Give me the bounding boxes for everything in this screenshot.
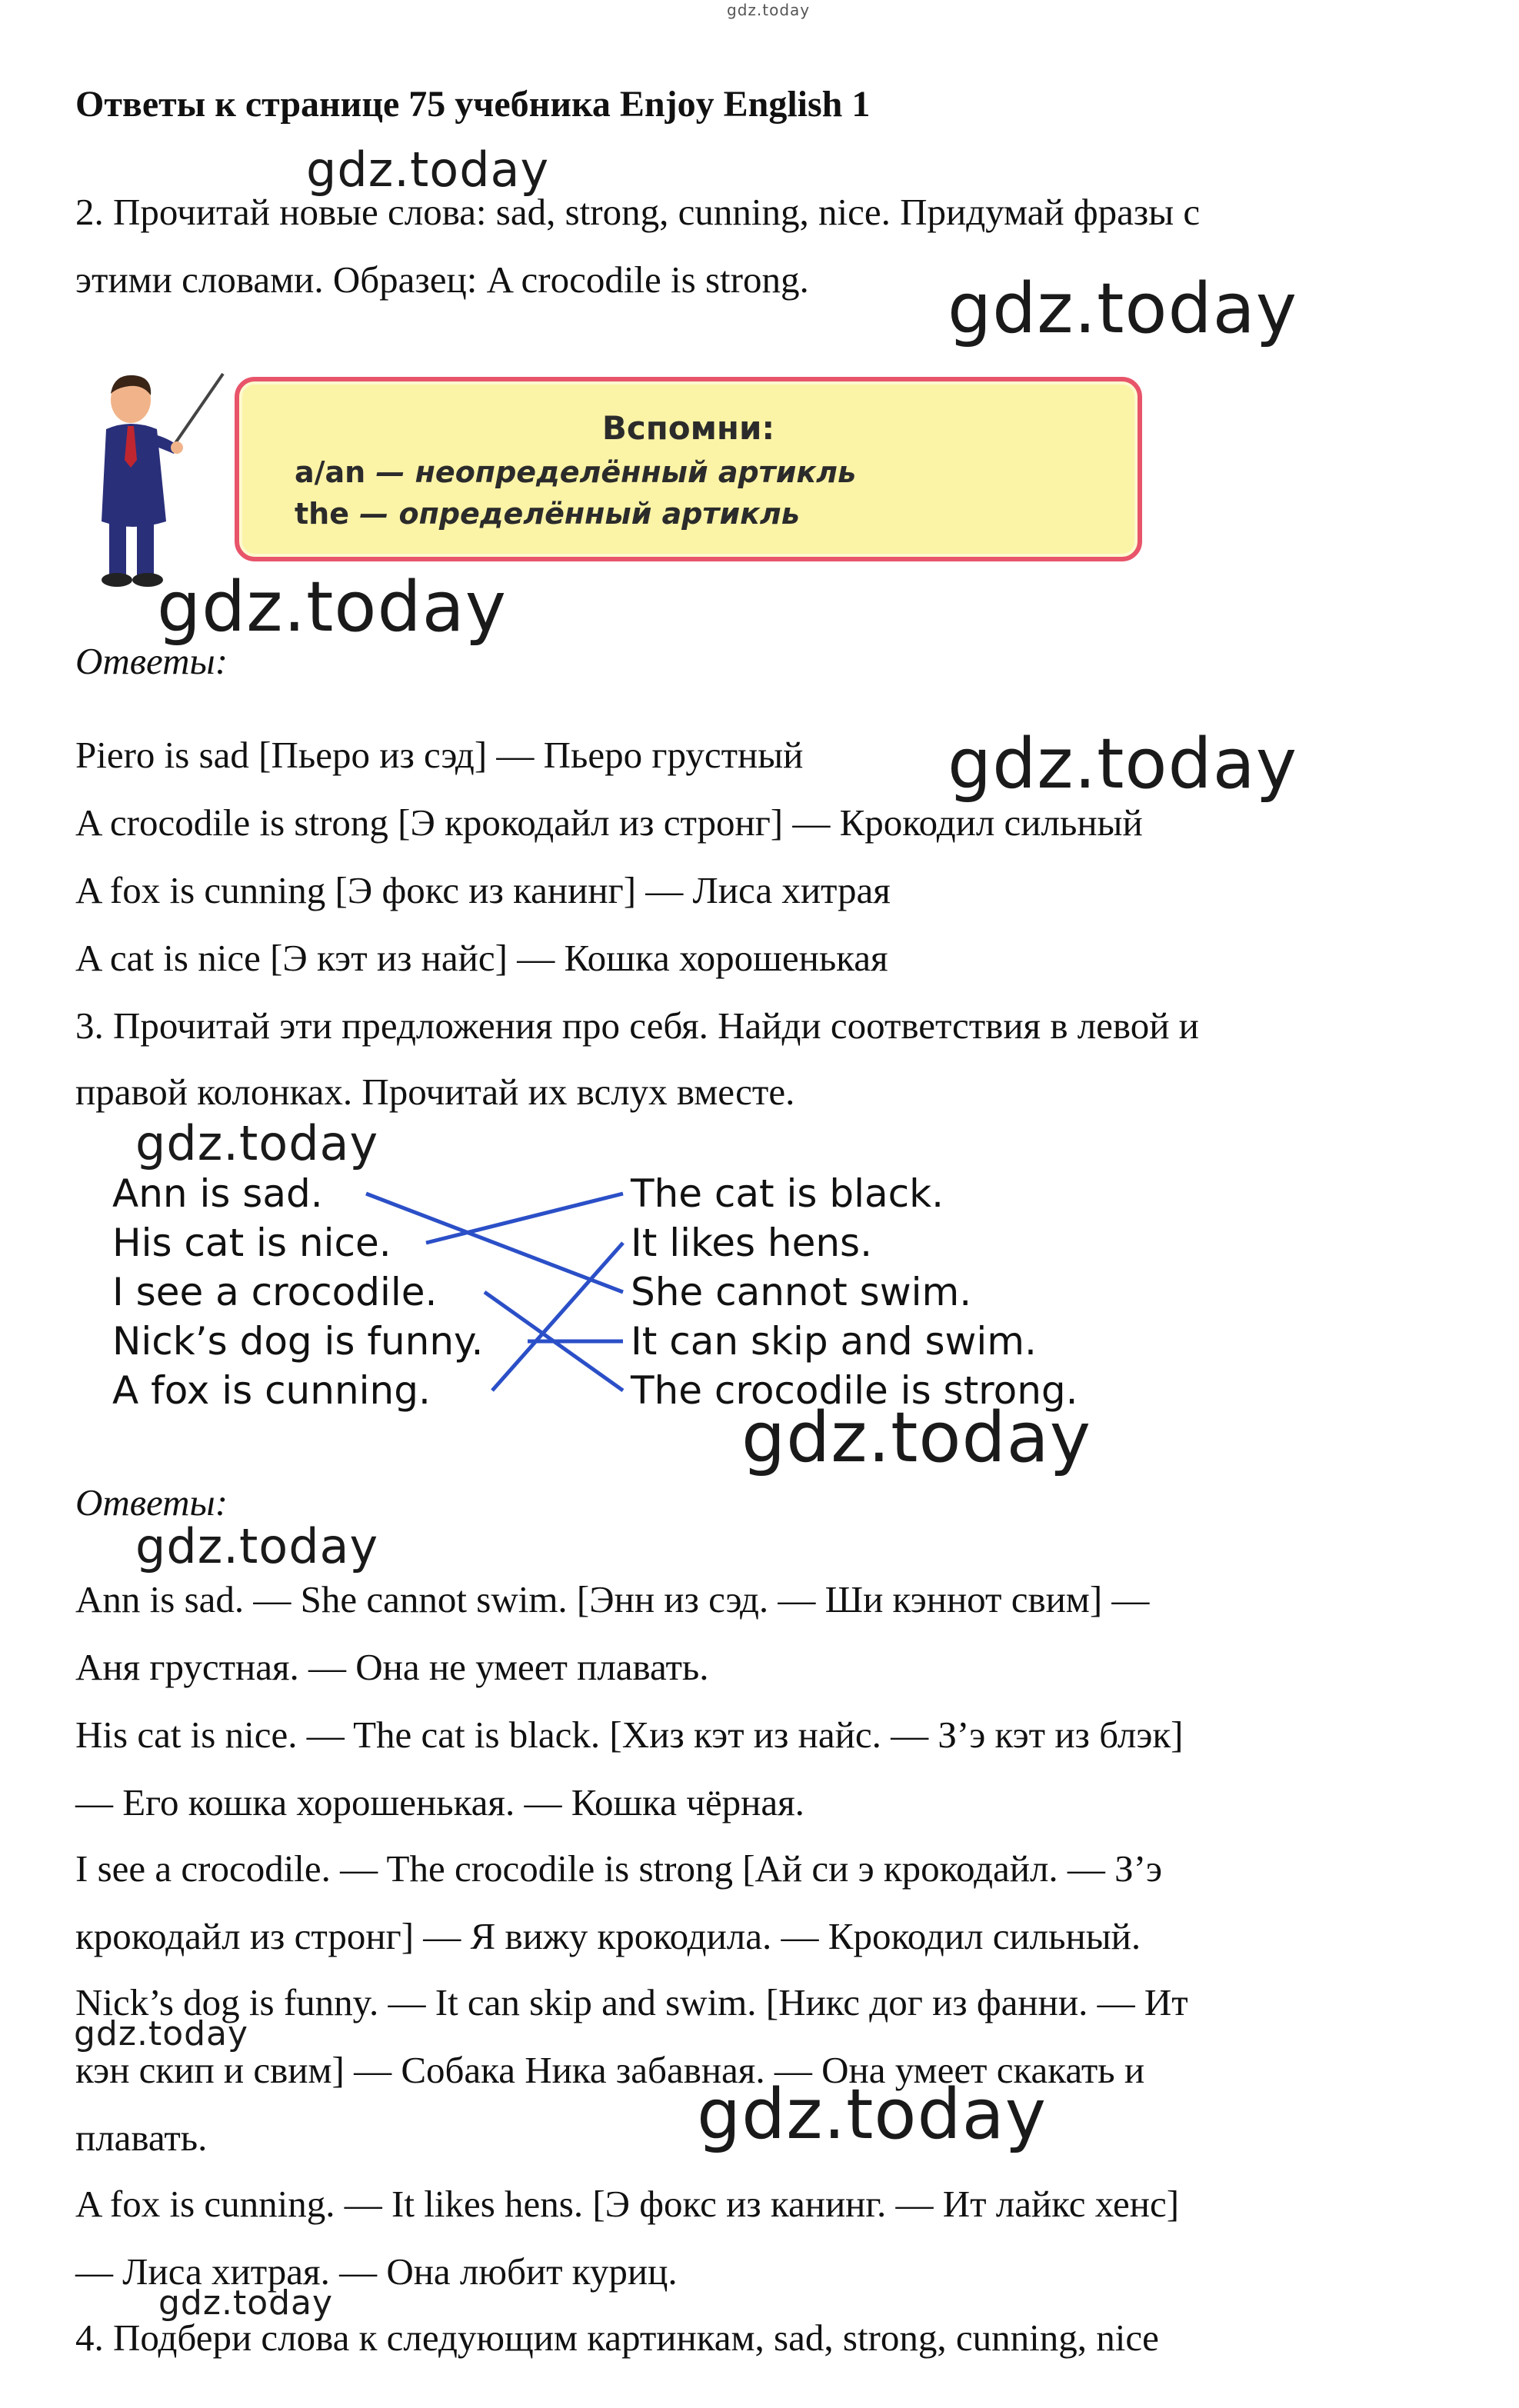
match-left-item: A fox is cunning. bbox=[112, 1368, 431, 1413]
reminder-text: — определённый артикль bbox=[349, 497, 800, 531]
match-right-item: It can skip and swim. bbox=[631, 1319, 1037, 1364]
watermark: gdz.today bbox=[948, 724, 1298, 804]
watermark: gdz.today bbox=[135, 1115, 379, 1171]
match-right-item: It likes hens. bbox=[631, 1221, 872, 1265]
match-line-cat bbox=[426, 1194, 623, 1243]
match-lines bbox=[100, 1154, 1177, 1430]
answer-line: крокодайл из стронг] — Я вижу крокодила. — Крокодил сильный. bbox=[75, 1915, 1141, 1957]
reminder-title: Вспомни: bbox=[601, 409, 775, 447]
match-left-item: I see a crocodile. bbox=[112, 1270, 438, 1314]
match-right-item: The cat is black. bbox=[631, 1171, 944, 1216]
match-line-ann bbox=[366, 1194, 623, 1292]
task4-line: 4. Подбери слова к следующим картинкам, sad, strong, cunning, nice bbox=[75, 2316, 1159, 2359]
reminder-row-definite bbox=[295, 497, 800, 531]
watermark: gdz.today bbox=[157, 567, 508, 648]
reminder-key: a/an bbox=[295, 455, 366, 489]
watermark: gdz.today bbox=[741, 1397, 1092, 1478]
answer-line: Аня грустная. — Она не умеет плавать. bbox=[75, 1646, 709, 1688]
watermark: gdz.today bbox=[135, 1518, 379, 1574]
watermark-top: gdz.today bbox=[727, 1, 811, 19]
answer-line: плавать. bbox=[75, 2117, 208, 2159]
reminder-text: — неопределённый артикль bbox=[365, 455, 856, 489]
reminder-box bbox=[235, 377, 1142, 561]
watermark: gdz.today bbox=[697, 2074, 1048, 2155]
reminder-key: the bbox=[295, 497, 349, 531]
answer-line: A fox is cunning. — It likes hens. [Э фокс из канинг. — Ит лайкс хенс] bbox=[75, 2183, 1180, 2225]
watermark: gdz.today bbox=[74, 2014, 249, 2053]
answer-line: I see a crocodile. — The crocodile is strong [Ай си э крокодайл. — З’э bbox=[75, 1847, 1163, 1890]
match-left-item: Nick’s dog is funny. bbox=[112, 1319, 484, 1364]
teacher-illustration bbox=[83, 368, 229, 591]
page-title: Ответы к странице 75 учебника Enjoy English 1 bbox=[75, 84, 871, 125]
answer-line: — Его кошка хорошенькая. — Кошка чёрная. bbox=[75, 1781, 804, 1823]
matching-exercise bbox=[100, 1154, 1177, 1430]
task3-line1: 3. Прочитай эти предложения про себя. Найди соответствия в левой и bbox=[75, 1004, 1199, 1047]
answer-line: Piero is sad [Пьеро из сэд] — Пьеро грустный bbox=[75, 734, 804, 776]
answer-line: His cat is nice. — The cat is black. [Хиз кэт из найс. — З’э кэт из блэк] bbox=[75, 1714, 1184, 1756]
reminder-row-indefinite bbox=[295, 455, 856, 489]
answer-line: кэн скип и свим] — Собака Ника забавная. — Она умеет скакать и bbox=[75, 2049, 1145, 2091]
answers-label: Ответы: bbox=[75, 1481, 228, 1524]
answer-line: A crocodile is strong [Э крокодайл из стронг] — Крокодил сильный bbox=[75, 801, 1143, 844]
task2-line2: этими словами. Образец: A crocodile is strong. bbox=[75, 258, 809, 301]
match-right-item: She cannot swim. bbox=[631, 1270, 972, 1314]
answer-line: A fox is cunning [Э фокс из канинг] — Лиса хитрая bbox=[75, 869, 891, 911]
watermark: gdz.today bbox=[158, 2283, 334, 2323]
answers-label: Ответы: bbox=[75, 640, 228, 682]
answer-line: Ann is sad. — She cannot swim. [Энн из сэд. — Ши кэннот свим] — bbox=[75, 1578, 1150, 1620]
answer-line: Nick’s dog is funny. — It can skip and swim. [Никс дог из фанни. — Ит bbox=[75, 1981, 1188, 2023]
match-right-item: The crocodile is strong. bbox=[631, 1368, 1078, 1413]
match-left-item: His cat is nice. bbox=[112, 1221, 391, 1265]
watermark: gdz.today bbox=[306, 142, 550, 198]
watermark: gdz.today bbox=[948, 268, 1298, 349]
match-left-item: Ann is sad. bbox=[112, 1171, 323, 1216]
answer-line: A cat is nice [Э кэт из найс] — Кошка хорошенькая bbox=[75, 937, 888, 979]
task2-line1: 2. Прочитай новые слова: sad, strong, cunning, nice. Придумай фразы с bbox=[75, 191, 1201, 233]
task3-line2: правой колонках. Прочитай их вслух вместе. bbox=[75, 1071, 795, 1113]
answer-line: — Лиса хитрая. — Она любит куриц. bbox=[75, 2250, 678, 2293]
